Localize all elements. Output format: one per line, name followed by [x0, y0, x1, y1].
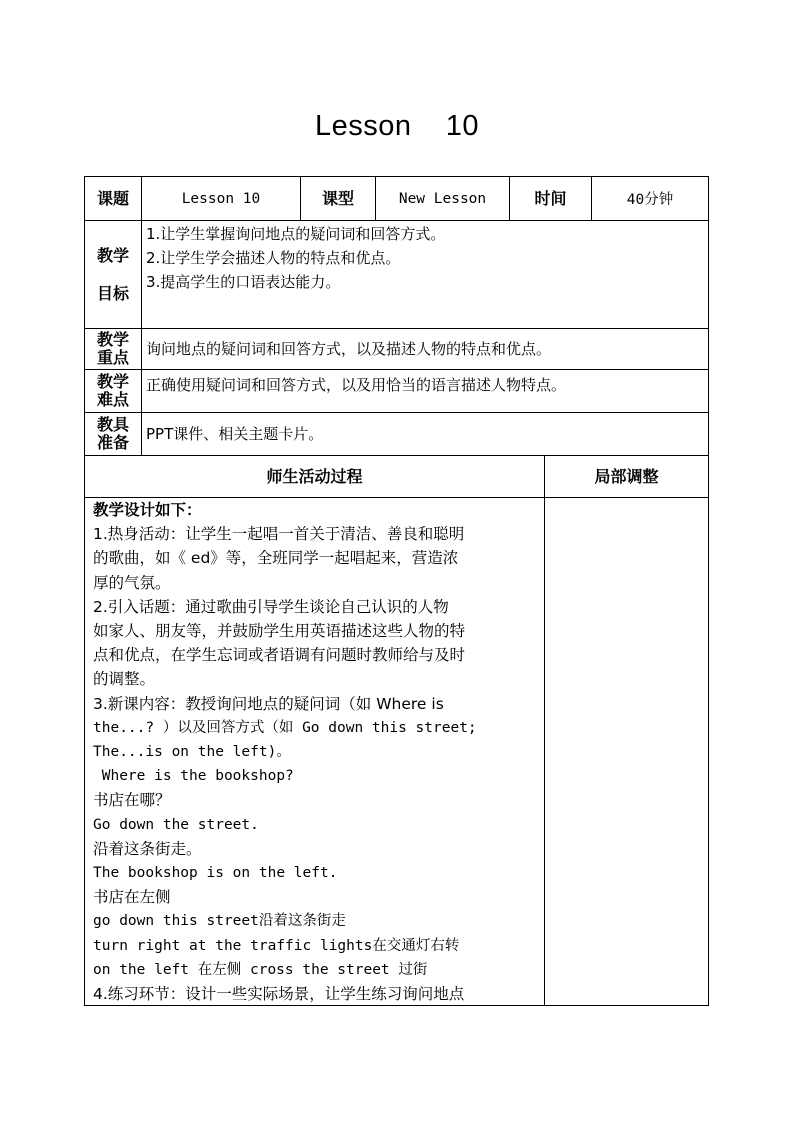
type-value: New Lesson	[398, 190, 487, 207]
activity-line: 如家人、朋友等，并鼓励学生用英语描述这些人物的特	[93, 622, 466, 641]
activity-line: The...is on the left)。	[93, 744, 291, 761]
activity-line: The bookshop is on the left.	[93, 865, 338, 882]
activity-line: 4.练习环节：设计一些实际场景，让学生练习询问地点	[93, 985, 465, 1004]
activity-line: turn right at the traffic lights在交通灯右转	[93, 937, 460, 954]
type-label: 课型	[321, 189, 354, 208]
preparation-text: PPT课件、相关主题卡片。	[146, 425, 324, 443]
activity-line: go down this street沿着这条街走	[93, 913, 346, 930]
goal-item: 3.提高学生的口语表达能力。	[146, 273, 341, 291]
topic-value: Lesson 10	[181, 190, 261, 207]
activity-line: 厚的气氛。	[93, 573, 171, 592]
process-header: 师生活动过程	[266, 467, 363, 486]
goals-label: 教学 目标	[96, 245, 129, 303]
activity-line: 书店在左侧	[93, 888, 171, 907]
activity-line: 2.引入话题：通过歌曲引导学生谈论自己认识的人物	[93, 597, 449, 616]
key-points-label: 教学 重点	[96, 330, 129, 367]
activity-line: 的歌曲，如《 ed》等，全班同学一起唱起来，营造浓	[93, 549, 459, 568]
activity-line: 教学设计如下：	[93, 501, 202, 519]
activity-line: 书店在哪？	[93, 791, 171, 810]
time-label: 时间	[534, 189, 567, 208]
time-value: 40分钟	[626, 192, 674, 208]
difficulties-text: 正确使用疑问词和回答方式，以及用恰当的语言描述人物特点。	[146, 376, 567, 394]
activity-line: 点和优点，在学生忘词或者语调有问题时教师给与及时	[93, 646, 466, 665]
activity-line: 3.新课内容：教授询问地点的疑问词（如 Where is	[93, 694, 444, 713]
lesson-plan-table	[84, 176, 709, 1006]
goals-list	[146, 222, 445, 294]
activity-content	[93, 498, 541, 1006]
page-title: Lesson 10	[315, 110, 479, 142]
activity-line: 1.热身活动：让学生一起唱一首关于清洁、善良和聪明	[93, 525, 465, 544]
difficulties-label: 教学 难点	[96, 372, 129, 409]
goal-item: 2.让学生学会描述人物的特点和优点。	[146, 249, 401, 267]
preparation-label: 教具 准备	[96, 415, 129, 452]
activity-line: Go down the street.	[93, 816, 259, 833]
activity-line: on the left 在左侧 cross the street 过街	[93, 961, 428, 978]
activity-line: Where is the bookshop?	[93, 768, 294, 785]
goal-item: 1.让学生掌握询问地点的疑问词和回答方式。	[146, 225, 446, 243]
topic-label: 课题	[96, 189, 129, 208]
activity-line: the...? ）以及回答方式（如 Go down this street;	[93, 719, 477, 736]
adjustment-header: 局部调整	[594, 467, 659, 486]
activity-line: 沿着这条街走。	[93, 839, 202, 858]
activity-line: 的调整。	[93, 670, 156, 689]
key-points-text: 询问地点的疑问词和回答方式，以及描述人物的特点和优点。	[146, 340, 552, 358]
